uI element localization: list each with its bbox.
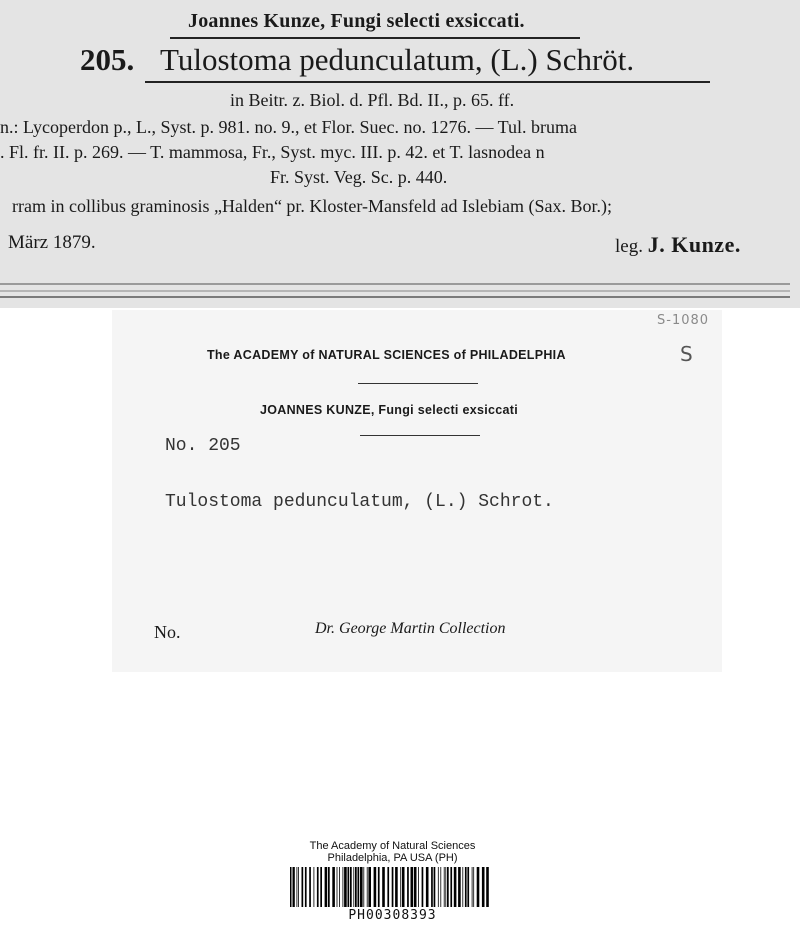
header-rule: [170, 37, 580, 39]
synonymy-line-2: . Fl. fr. II. p. 269. — T. mammosa, Fr., Syst. myc. III. p. 42. et T. lasnodea n: [0, 142, 545, 162]
exsiccata-header: Joannes Kunze, Fungi selecti exsiccati.: [188, 10, 525, 32]
series-name: JOANNES KUNZE, Fungi selecti exsiccati: [260, 403, 518, 417]
collection-name: Dr. George Martin Collection: [315, 620, 506, 637]
label-bottom-rules: [0, 280, 800, 308]
synonymy-line-1: n.: Lycoperdon p., L., Syst. p. 981. no. 9., et Flor. Suec. no. 1276. — Tul. bruma: [0, 117, 578, 137]
handwritten-code: S-1080: [657, 313, 710, 328]
species-rule: [145, 81, 710, 83]
collector: [615, 232, 741, 258]
academy-rule-1: [358, 383, 478, 384]
barcode-label: [285, 838, 500, 930]
exsiccata-label: [0, 0, 800, 308]
citation: in Beitr. z. Biol. d. Pfl. Bd. II., p. 65. ff.: [230, 90, 515, 110]
synonymy-line-3: Fr. Syst. Veg. Sc. p. 440.: [270, 167, 448, 187]
collector-name: J. Kunze.: [647, 232, 741, 257]
no-field: No.: [154, 622, 181, 642]
academy-rule-2: [360, 435, 480, 436]
academy-label: [112, 310, 722, 672]
barcode-id: PH00308393: [348, 908, 437, 923]
collector-prefix: leg.: [615, 236, 643, 257]
barcode-location: Philadelphia, PA USA (PH): [327, 852, 458, 864]
institution-name: The ACADEMY of NATURAL SCIENCES of PHILADELPHIA: [207, 348, 566, 362]
exsiccata-number: 205.: [80, 42, 135, 77]
specimen-number: No. 205: [165, 436, 241, 456]
typed-species-name: Tulostoma pedunculatum, (L.) Schrot.: [165, 492, 554, 512]
barcode-institution: The Academy of Natural Sciences: [309, 840, 476, 852]
locality: rram in collibus graminosis „Halden“ pr. Kloster-Mansfeld ad Islebiam (Sax. Bor.);: [12, 196, 613, 216]
species-name: Tulostoma pedunculatum, (L.) Schröt.: [160, 42, 635, 77]
collection-date: März 1879.: [8, 232, 96, 253]
handwritten-mark: S: [680, 342, 693, 366]
barcode-bars: [288, 867, 493, 907]
